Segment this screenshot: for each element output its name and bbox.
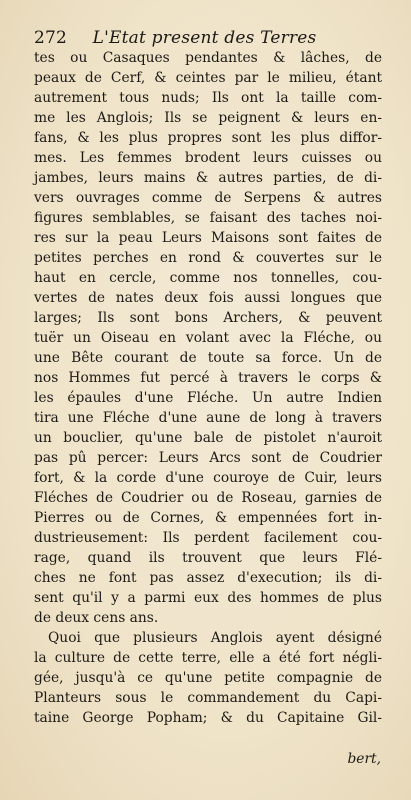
text-line: vers ouvrages comme de Serpens & autres: [34, 190, 382, 206]
text-line: me les Anglois; Ils se peignent & leurs en-: [34, 110, 382, 126]
text-line: mes. Les femmes brodent leurs cuisses ou: [34, 150, 382, 166]
text-line: ches ne font pas assez d'execution; ils di-: [34, 570, 382, 586]
text-line: une Bête courant de toute sa force. Un de: [34, 350, 382, 366]
text-line: res sur la peau Leurs Maisons sont faites de: [34, 230, 382, 246]
text-line: figures semblables, se faisant des taches noi-: [34, 210, 382, 226]
text-line: petites perches en rond & couvertes sur le: [34, 250, 382, 266]
text-line: vertes de nates deux fois aussi longues que: [34, 290, 382, 306]
text-line: pas pû percer: Leurs Arcs sont de Coudrier: [34, 450, 382, 466]
text-line: haut en cercle, comme nos tonnelles, cou-: [34, 270, 382, 286]
text-line: autrement tous nuds; Ils ont la taille com-: [34, 90, 382, 106]
paragraph-start-line: Quoi que plusieurs Anglois ayent désigné: [48, 630, 382, 646]
text-line: un bouclier, qu'une bale de pistolet n'auroit: [34, 430, 382, 446]
text-line: fans, & les plus propres sont les plus diffor-: [34, 130, 382, 146]
text-line: tira une Fléche d'une aune de long à travers: [34, 410, 382, 426]
text-line: nos Hommes fut percé à travers le corps &: [34, 370, 382, 386]
running-title: L'Etat present des Terres: [92, 28, 317, 48]
text-line: sent qu'il y a parmi eux des hommes de plus: [34, 590, 382, 606]
text-line: les épaules d'une Fléche. Un autre Indien: [34, 390, 382, 406]
text-line: jambes, leurs mains & autres parties, de di-: [34, 170, 382, 186]
text-line: peaux de Cerf, & ceintes par le milieu, étant: [34, 70, 382, 86]
text-line: la culture de cette terre, elle a été fort négli-: [34, 650, 382, 666]
catchword: bert,: [347, 751, 381, 767]
text-line: Planteurs sous le commandement du Capi-: [34, 690, 382, 706]
paragraph-end-line: de deux cens ans.: [34, 610, 159, 626]
text-line: gée, jusqu'à ce qu'une petite compagnie de: [34, 670, 382, 686]
page-number: 272: [34, 28, 68, 48]
text-line: tuër un Oiseau en volant avec la Fléche, ou: [34, 330, 382, 346]
text-line: Fléches de Coudrier ou de Roseau, garnies de: [34, 490, 382, 506]
text-line: tes ou Casaques pendantes & lâches, de: [34, 50, 382, 66]
page-header: [34, 28, 316, 48]
text-line: taine George Popham; & du Capitaine Gil-: [34, 710, 382, 726]
text-line: Pierres ou de Cornes, & empennées fort in-: [34, 510, 382, 526]
text-line: larges; Ils sont bons Archers, & peuvent: [34, 310, 382, 326]
text-line: dustrieusement: Ils perdent facilement cou-: [34, 530, 382, 546]
body-text: [34, 48, 382, 728]
text-line: fort, & la corde d'une couroye de Cuir, leurs: [34, 470, 382, 486]
text-line: rage, quand ils trouvent que leurs Flé-: [34, 550, 382, 566]
